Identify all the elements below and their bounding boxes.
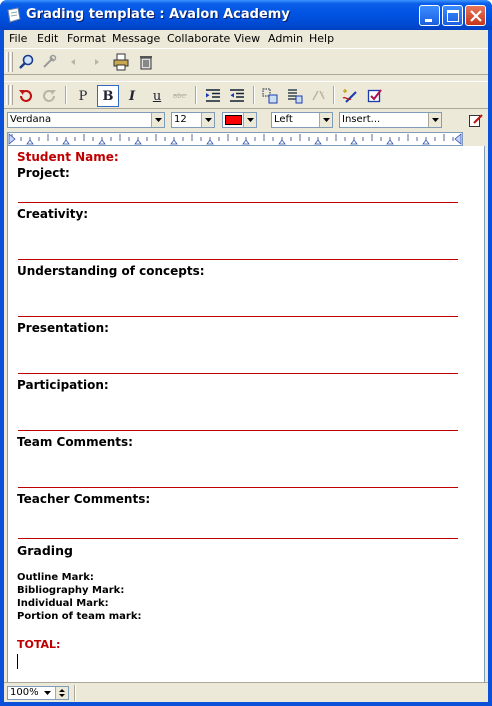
- select-fields-icon: [261, 87, 279, 105]
- arrow-right-icon: [92, 53, 102, 71]
- redo-button[interactable]: [38, 85, 60, 107]
- indent-button[interactable]: [202, 85, 224, 107]
- select-fields-button[interactable]: [259, 85, 281, 107]
- project-label: Project:: [17, 166, 70, 180]
- creativity-label: Creativity:: [17, 207, 89, 221]
- app-icon: [6, 7, 22, 23]
- size-select[interactable]: [171, 112, 215, 128]
- bold-button[interactable]: [97, 85, 119, 107]
- underline-icon: u: [152, 88, 162, 104]
- zoom-spinner[interactable]: [55, 687, 68, 699]
- magnifier-icon: [18, 53, 36, 71]
- menu-admin[interactable]: Admin: [268, 32, 304, 45]
- size-value: 12: [174, 114, 187, 125]
- delete-button[interactable]: [135, 51, 157, 73]
- divider-line: [18, 259, 458, 260]
- outdent-icon: [228, 87, 246, 105]
- arrow-left-icon: [68, 53, 78, 71]
- font-value: Verdana: [10, 114, 52, 125]
- toolbar-grip[interactable]: [6, 52, 9, 72]
- print-button[interactable]: [110, 51, 132, 73]
- chevron-down-icon: [243, 113, 256, 127]
- understanding-label: Understanding of concepts:: [17, 264, 205, 278]
- text-cursor: [17, 654, 18, 669]
- team-comments-label: Team Comments:: [17, 435, 133, 449]
- insert-value: Insert...: [342, 114, 381, 125]
- divider-line: [18, 487, 458, 488]
- format-bar: [4, 110, 488, 130]
- previous-button[interactable]: [62, 51, 84, 73]
- maximize-icon: [443, 6, 464, 27]
- undo-button[interactable]: [15, 85, 37, 107]
- status-bar: [4, 682, 488, 702]
- status-separator: [74, 685, 76, 701]
- redo-icon: [40, 87, 58, 105]
- toolbar-separator: [195, 86, 197, 104]
- menu-collaborate[interactable]: Collaborate: [167, 32, 231, 45]
- client-area: [4, 30, 488, 702]
- toolbar-separator: [253, 86, 255, 104]
- color-select[interactable]: [222, 112, 257, 128]
- chevron-down-icon: [201, 113, 214, 127]
- maximize-button[interactable]: [442, 5, 463, 26]
- minimize-button[interactable]: [419, 5, 440, 26]
- edit-toolbar: [4, 81, 488, 109]
- indent-icon: [204, 87, 222, 105]
- close-icon: [466, 6, 487, 27]
- menu-format[interactable]: Format: [67, 32, 106, 45]
- toolbar-grip: [10, 85, 13, 105]
- insert-select[interactable]: [339, 112, 442, 128]
- spell-check-button[interactable]: [308, 85, 330, 107]
- teacher-comments-label: Teacher Comments:: [17, 492, 151, 506]
- divider-line: [18, 202, 458, 203]
- strikethrough-icon: [171, 87, 189, 105]
- chevron-down-icon: [428, 113, 441, 127]
- menu-bar: [4, 30, 488, 48]
- individual-mark-label: Individual Mark:: [17, 598, 109, 609]
- tools-button[interactable]: [38, 51, 60, 73]
- divider-line: [18, 430, 458, 431]
- italic-icon: I: [128, 88, 136, 104]
- menu-view[interactable]: View: [234, 32, 261, 45]
- divider-line: [18, 316, 458, 317]
- menu-edit[interactable]: Edit: [37, 32, 59, 45]
- toolbar-grip: [10, 52, 13, 72]
- outline-mark-label: Outline Mark:: [17, 572, 94, 583]
- find-button[interactable]: [16, 51, 38, 73]
- zoom-value: 100%: [10, 687, 39, 698]
- ruler-marks: [8, 133, 462, 145]
- color-swatch: [225, 115, 242, 125]
- student-name-label: Student Name:: [17, 150, 119, 164]
- toolbar-separator: [333, 86, 335, 104]
- approve-button[interactable]: [364, 85, 386, 107]
- toolbar-separator: [65, 86, 67, 104]
- strikethrough-button[interactable]: [169, 85, 191, 107]
- list-fields-icon: [286, 87, 304, 105]
- pencil-note-icon: [468, 112, 484, 128]
- underline-button[interactable]: [146, 85, 168, 107]
- total-label: TOTAL:: [17, 638, 61, 651]
- printer-icon: [112, 53, 130, 71]
- bibliography-mark-label: Bibliography Mark:: [17, 585, 125, 596]
- tools-icon: [40, 53, 58, 71]
- trash-icon: [137, 53, 155, 71]
- title-bar[interactable]: [0, 0, 492, 30]
- menu-file[interactable]: File: [9, 32, 28, 45]
- bold-icon: B: [102, 88, 114, 104]
- minimize-icon: [420, 6, 441, 27]
- pen-sparkle-icon: [341, 87, 359, 105]
- font-select[interactable]: [7, 112, 165, 128]
- spinner-icon: [56, 687, 68, 699]
- next-button[interactable]: [86, 51, 108, 73]
- grading-heading: Grading: [17, 543, 73, 558]
- italic-button[interactable]: [121, 85, 143, 107]
- divider-line: [18, 538, 458, 539]
- checkbox-icon: [366, 87, 384, 105]
- chevron-down-icon: [319, 113, 332, 127]
- list-fields-button[interactable]: [284, 85, 306, 107]
- paragraph-button[interactable]: [72, 85, 94, 107]
- presentation-label: Presentation:: [17, 321, 109, 335]
- spell-check-icon: [310, 87, 328, 105]
- chevron-down-icon[interactable]: [41, 687, 54, 699]
- menu-message[interactable]: Message: [112, 32, 161, 45]
- menu-help[interactable]: Help: [309, 32, 335, 45]
- participation-label: Participation:: [17, 378, 109, 392]
- svg-text:abc: abc: [173, 92, 186, 100]
- insert-signature-button[interactable]: [339, 85, 361, 107]
- undo-icon: [17, 87, 35, 105]
- outdent-button[interactable]: [226, 85, 248, 107]
- align-value: Left: [274, 114, 293, 125]
- window-title: Grading template : Avalon Academy: [26, 7, 290, 22]
- align-select[interactable]: [271, 112, 333, 128]
- paragraph-icon: P: [78, 88, 88, 104]
- team-mark-label: Portion of team mark:: [17, 611, 142, 622]
- edit-properties-button[interactable]: [466, 110, 486, 130]
- zoom-select[interactable]: [7, 686, 69, 700]
- close-button[interactable]: [465, 5, 486, 26]
- document-editor[interactable]: [7, 146, 485, 682]
- divider-line: [18, 373, 458, 374]
- toolbar-grip[interactable]: [6, 85, 9, 105]
- chevron-down-icon: [151, 113, 164, 127]
- svg-text:c: c: [321, 91, 325, 98]
- ruler[interactable]: [7, 132, 463, 146]
- main-toolbar: [4, 48, 488, 75]
